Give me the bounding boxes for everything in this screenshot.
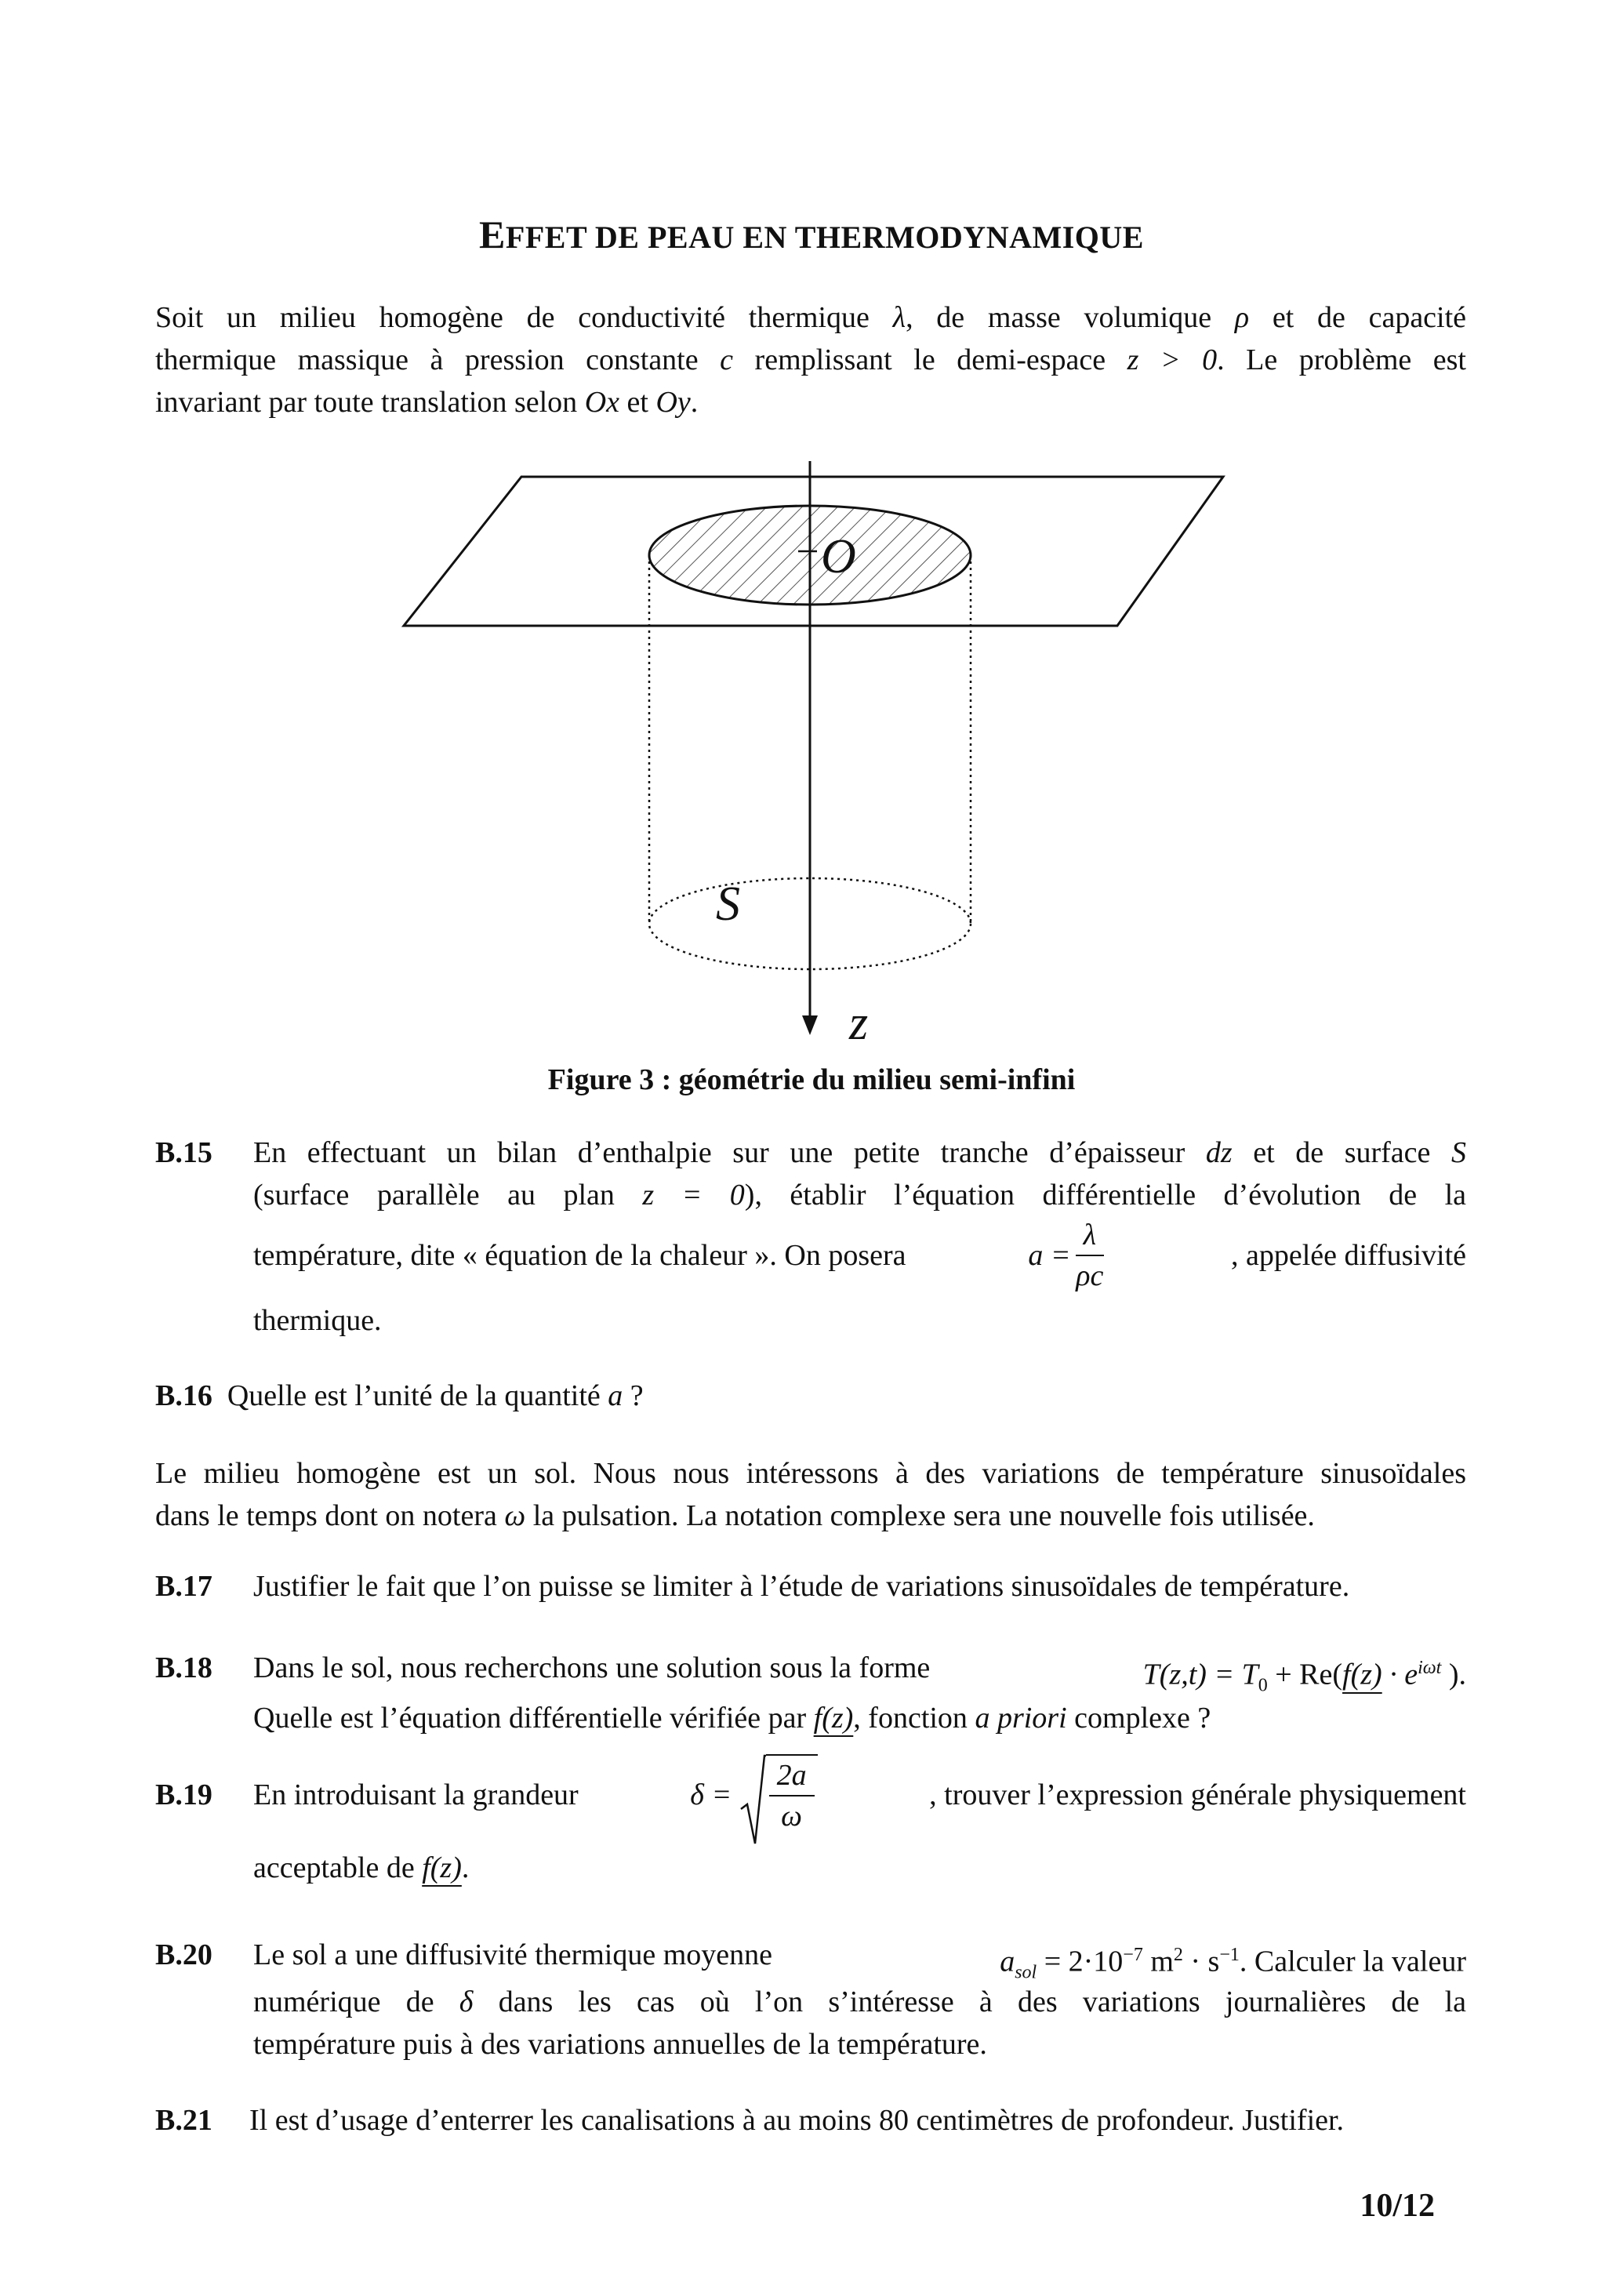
- label-O: O: [821, 530, 856, 583]
- b20-line-3: température puis à des variations annuelles de la température.: [253, 2028, 987, 2061]
- b18-line-1: Dans le sol, nous recherchons une solution sous la forme $T(z,t) = T_0 + Re(f(z) \cdot e^{i\omega t}$ ).: [253, 1651, 1466, 1696]
- b20-line-2: numérique de δ dans les cas où l’on s’intéresse à des variations journalières de la: [253, 1985, 1467, 2018]
- sqrt-expression: $\frac{2a}{\omega}$: [739, 1754, 818, 1836]
- b19-line-1: En introduisant la grandeur δ = $\frac{2a}{\omega}$ , trouver l’expression générale physiquement: [253, 1749, 1466, 1841]
- question-number-b15: B.15: [155, 1136, 212, 1169]
- question-number-b19: B.19: [155, 1778, 212, 1811]
- b18-line-2: Quelle est l’équation différentielle vérifiée par f(z), fonction a priori complexe ?: [253, 1702, 1211, 1735]
- intro-line-2: thermique massique à pression constante c remplissant le demi-espace z > 0. Le problème est: [155, 343, 1466, 376]
- intro-line-1: Soit un milieu homogène de conductivité thermique λ, de masse volumique ρ et de capacité: [155, 301, 1467, 334]
- z-axis-arrowhead: [802, 1015, 818, 1035]
- b17-text: Justifier le fait que l’on puisse se limiter à l’étude de variations sinusoïdales de température.: [253, 1570, 1350, 1603]
- b15-line-1: En effectuant un bilan d’enthalpie sur une petite tranche d’épaisseur dz et de surface S: [253, 1136, 1466, 1169]
- figure-caption: Figure 3 : géométrie du milieu semi-infini: [547, 1063, 1076, 1096]
- para-line-2: dans le temps dont on notera ω la pulsation. La notation complexe sera une nouvelle fois utilisée.: [155, 1499, 1315, 1532]
- b15-line-4: thermique.: [253, 1304, 382, 1337]
- question-number-b17: B.17: [155, 1570, 212, 1603]
- question-number-b18: B.18: [155, 1651, 212, 1684]
- b20-line-1: Le sol a une diffusivité thermique moyenne $a_{sol} = 2\cdot 10^{-7}$ $m^2 \cdot s^{-1}$. Calculer la valeur: [253, 1938, 1466, 1983]
- b19-line-2: acceptable de f(z).: [253, 1851, 470, 1884]
- page-title: EFFET DE PEAU EN THERMODYNAMIQUE: [479, 213, 1144, 256]
- b16: B.16 Quelle est l’unité de la quantité a ?: [155, 1379, 644, 1412]
- b21-text: Il est d’usage d’enterrer les canalisations à au moins 80 centimètres de profondeur. Justifier.: [249, 2104, 1345, 2137]
- b15-line-2: (surface parallèle au plan z = 0), établir l’équation différentielle d’évolution de la: [253, 1179, 1466, 1212]
- intro-line-3: invariant par toute translation selon Ox et Oy.: [155, 386, 699, 419]
- b15-line-3: température, dite « équation de la chaleur ». On posera a = $\frac{\lambda}{\rho c}$ , appelée diffusivité: [253, 1215, 1466, 1295]
- page-number: 10/12: [1360, 2188, 1435, 2224]
- question-number-b20: B.20: [155, 1938, 212, 1971]
- label-z: z: [849, 997, 869, 1050]
- diffusivity-fraction: $\frac{\lambda}{\rho c}$: [1076, 1215, 1104, 1295]
- para-line-1: Le milieu homogène est un sol. Nous nous intéressons à des variations de température sinusoïdales: [155, 1457, 1466, 1490]
- figure-semi-infinite-medium: [0, 439, 1623, 1051]
- label-S: S: [716, 877, 740, 931]
- question-number-b21: B.21: [155, 2104, 212, 2137]
